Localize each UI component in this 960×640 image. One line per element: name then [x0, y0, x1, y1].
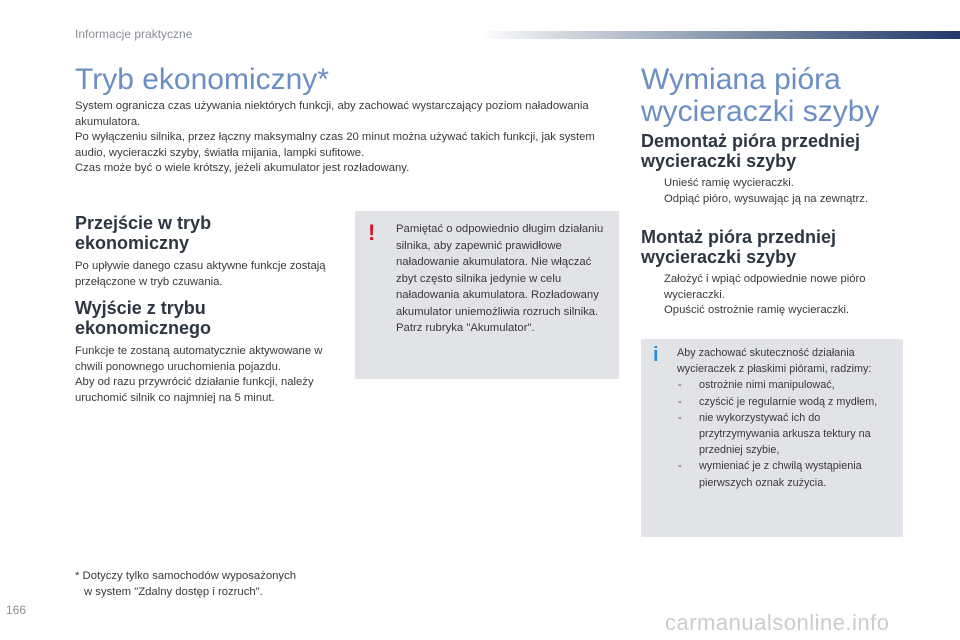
removal-step-text: Odpiąć pióro, wysuwając ją na zewnątrz.	[664, 192, 869, 205]
removal-step	[641, 176, 906, 192]
removal-heading: Demontaż pióra przedniej wycieraczki szyby	[641, 131, 861, 171]
eco-mode-title: Tryb ekonomiczny*	[75, 63, 329, 96]
page-number: 166	[6, 603, 27, 617]
install-step	[641, 272, 901, 303]
eco-mode-intro	[75, 99, 610, 177]
exit-paragraph-2: Aby od razu przywrócić działanie funkcji, należy uruchomić silnik co najmniej na 5 minut.	[75, 376, 314, 404]
warning-line-3: Rozładowany akumulator uniemożliwia rozruch silnika.	[396, 289, 599, 318]
watermark: carmanualsonline.info	[665, 610, 890, 635]
removal-steps	[641, 176, 906, 207]
warning-line-1: Pamiętać o odpowiednio długim działaniu silnika, aby zapewnić prawidłowe naładowanie akumulatora.	[396, 223, 604, 268]
intro-paragraph-3: Czas może być o wiele krótszy, jeżeli akumulator jest rozładowany.	[75, 162, 410, 175]
install-steps	[641, 272, 901, 319]
install-heading: Montaż pióra przedniej wycieraczki szyby	[641, 227, 837, 267]
intro-paragraph-1: System ogranicza czas używania niektórych funkcji, aby zachować wystarczający poziom naładowania akumulatora.	[75, 100, 589, 128]
info-item-text: ostrożnie nimi manipulować,	[699, 379, 835, 392]
exit-text	[75, 344, 345, 406]
info-list-item	[677, 394, 899, 410]
info-icon: i	[653, 344, 659, 366]
header-bar	[480, 31, 960, 39]
install-step-text: Opuścić ostrożnie ramię wycieraczki.	[664, 304, 850, 317]
info-text	[677, 345, 899, 491]
info-list-item	[677, 410, 899, 459]
removal-step-text: Unieść ramię wycieraczki.	[664, 177, 794, 189]
info-item-text: nie wykorzystywać ich do przytrzymywania arkusza tektury na przedniej szybie,	[699, 411, 871, 457]
footnote-line-1: * Dotyczy tylko samochodów wyposażonych	[75, 570, 297, 582]
section-header: Informacje praktyczne	[75, 27, 193, 41]
intro-paragraph-2: Po wyłączeniu silnika, przez łączny maksymalny czas 20 minut można używać takich funkcji, jak system audio, wycieraczki szyby, światła mijania, lampki sufitowe.	[75, 131, 595, 159]
warning-icon: !	[368, 220, 376, 245]
wiper-title-line-1: Wymiana pióra	[641, 63, 841, 96]
footnote-line-2: w system "Zdalny dostęp i rozruch".	[84, 585, 263, 598]
info-item-text: czyścić je regularnie wodą z mydłem,	[699, 395, 878, 408]
wiper-title	[641, 64, 879, 128]
install-step	[641, 303, 901, 319]
dash-marker: -	[678, 395, 682, 408]
info-list-item	[677, 377, 899, 393]
exit-paragraph-1: Funkcje te zostaną automatycznie aktywowane w chwili ponownego uruchomienia pojazdu.	[75, 345, 323, 373]
warning-line-4: Patrz rubryka "Akumulator".	[396, 322, 535, 334]
dash-marker: -	[678, 411, 682, 424]
warning-text	[396, 221, 611, 337]
removal-step	[641, 192, 906, 208]
exit-heading: Wyjście z trybu ekonomicznego	[75, 298, 212, 338]
info-item-text: wymieniać je z chwilą wystąpienia pierwszych oznak zużycia.	[699, 460, 862, 489]
info-list-item	[677, 458, 899, 490]
dash-marker: -	[678, 379, 682, 392]
wiper-title-line-2: wycieraczki szyby	[641, 95, 880, 128]
entry-text: Po upływie danego czasu aktywne funkcje zostają przełączone w tryb czuwania.	[75, 260, 326, 288]
dash-marker: -	[678, 460, 682, 473]
warning-line-2: Nie włączać zbyt często silnika jedynie w celu naładowania akumulatora.	[396, 256, 592, 301]
install-step-text: Założyć i wpiąć odpowiednie nowe pióro wycieraczki.	[664, 273, 866, 301]
info-intro: Aby zachować skuteczność działania wycieraczek z płaskimi piórami, radzimy:	[677, 347, 872, 376]
footnote	[75, 569, 345, 600]
entry-heading: Przejście w tryb ekonomiczny	[75, 213, 212, 253]
info-list	[677, 377, 899, 490]
